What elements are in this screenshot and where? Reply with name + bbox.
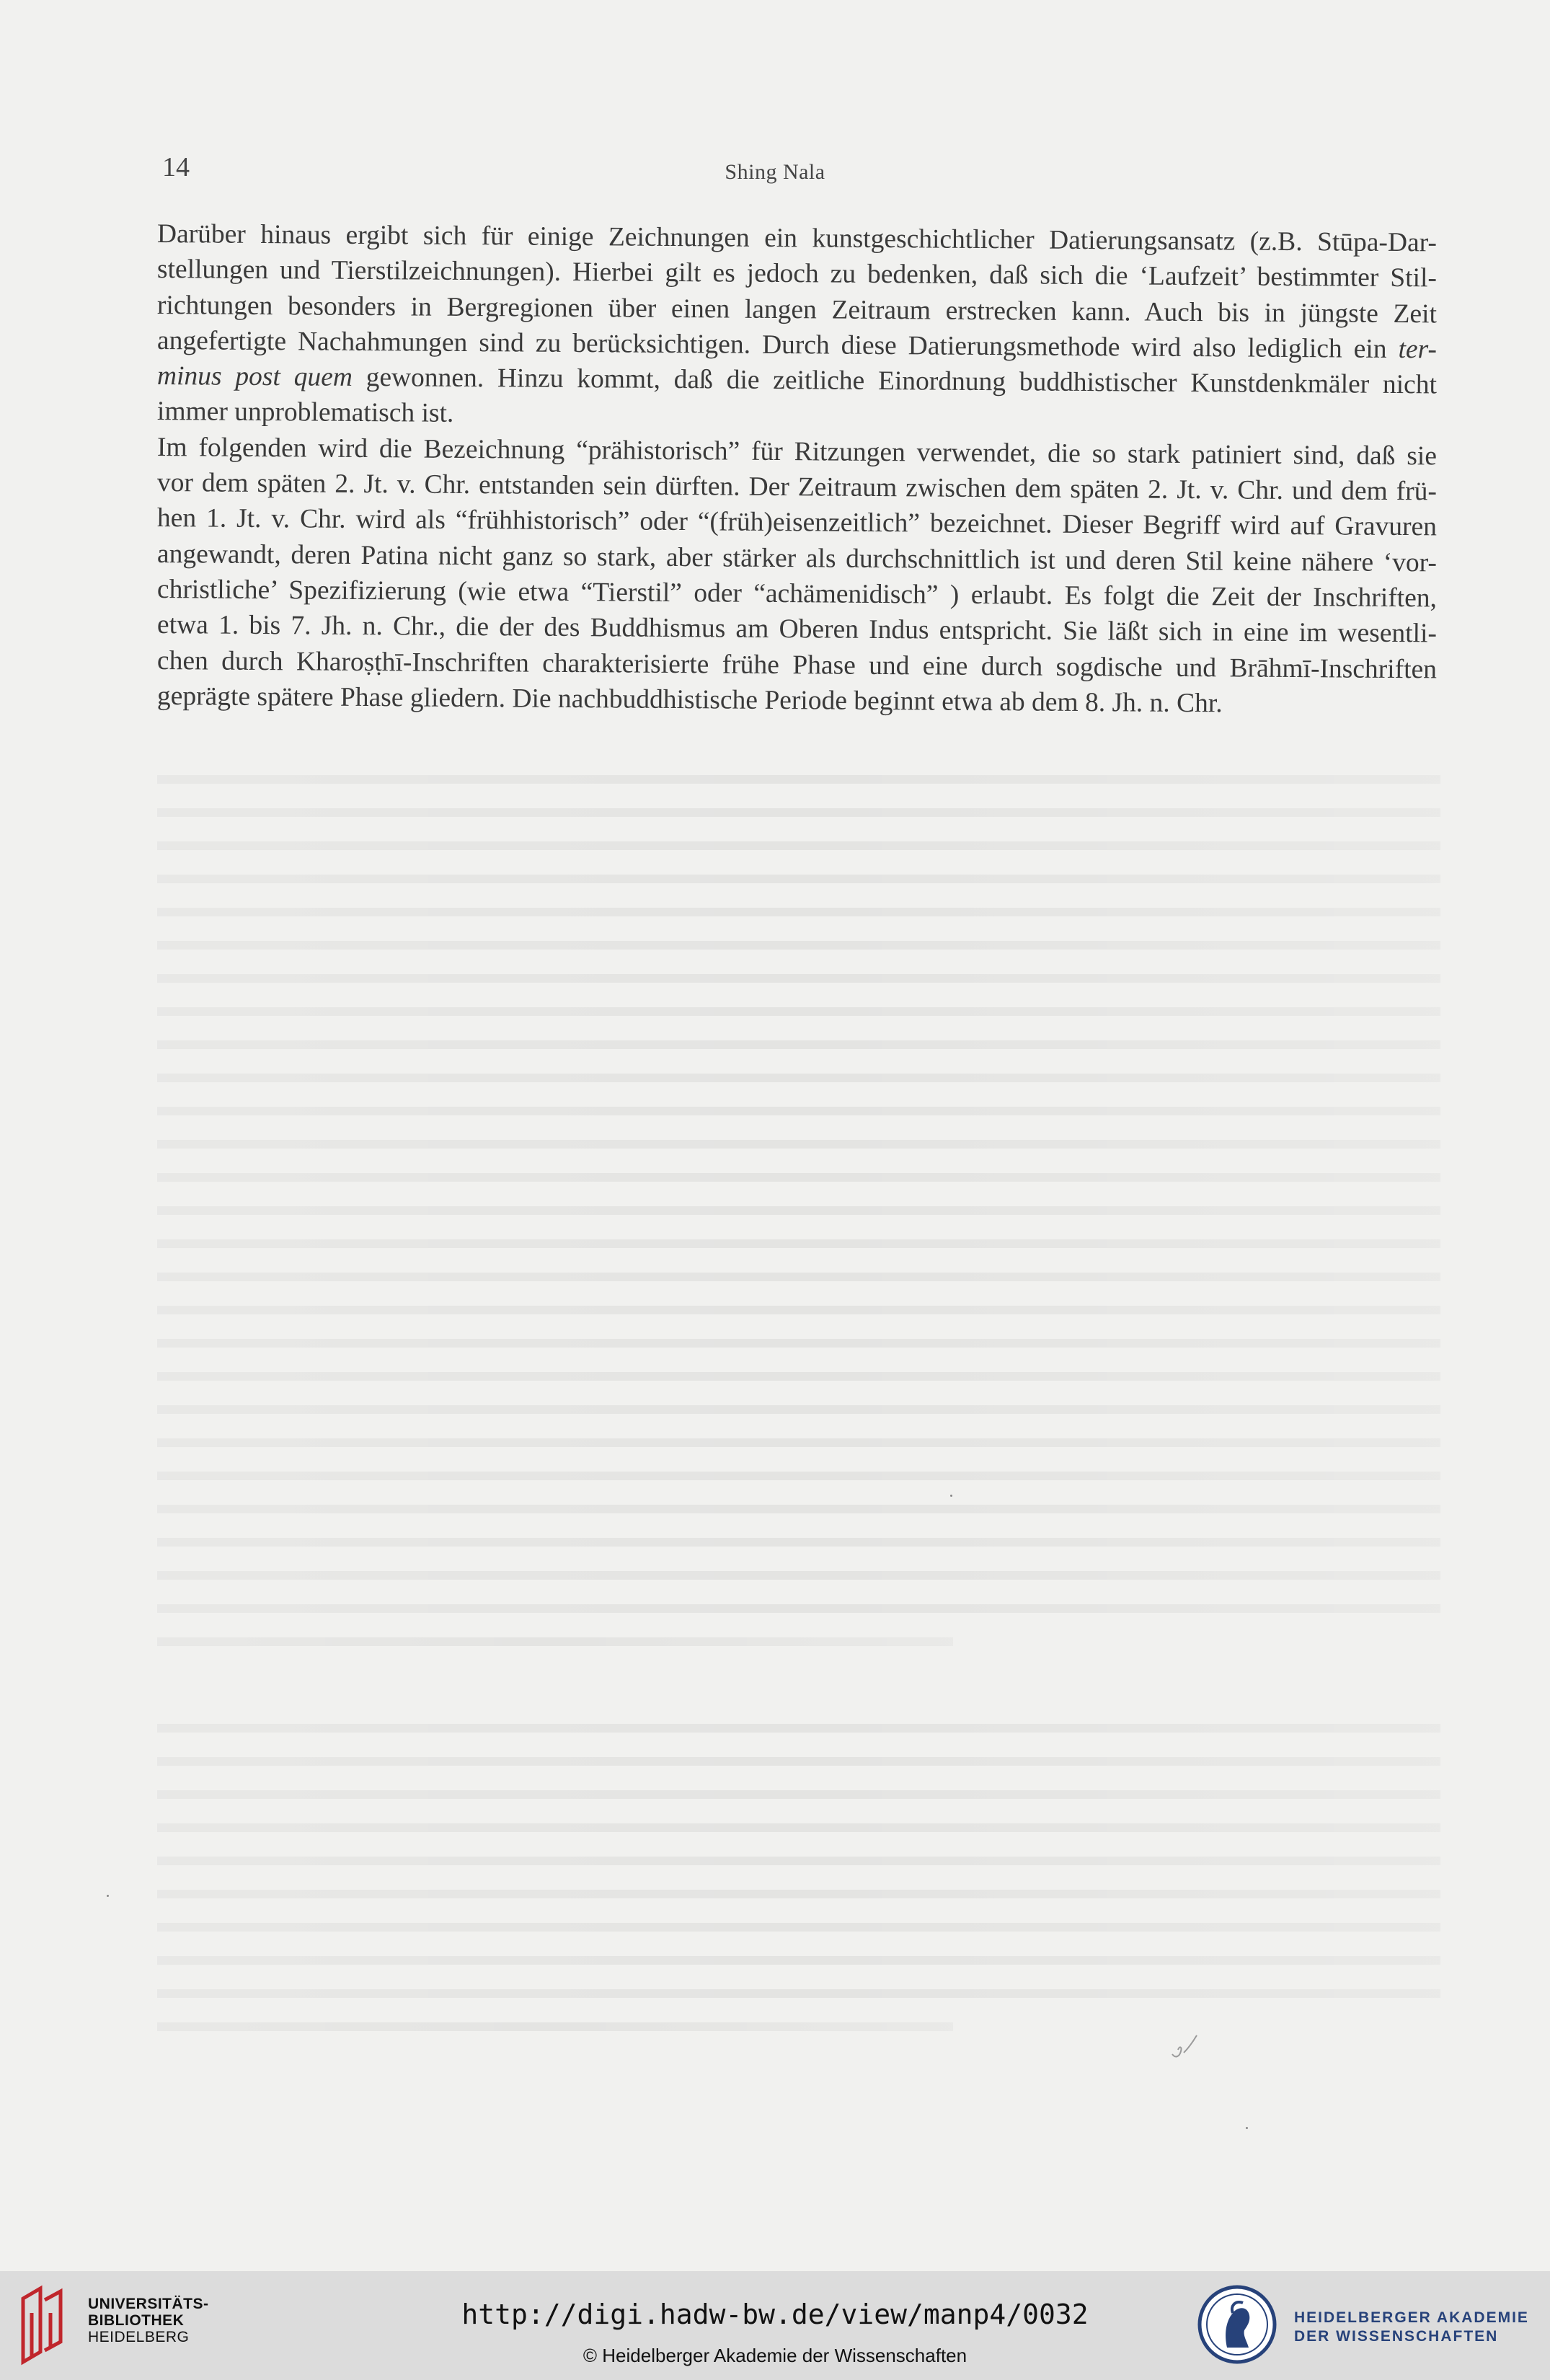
text-line: etwa 1. bis 7. Jh. n. Chr., die der des Buddhismus am Oberen Indus entspricht. Sie läßt sich in eine im wesentli- (156, 610, 1438, 649)
text-line: chen durch Kharoṣṭhī-Inschriften charakterisierte frühe Phase und eine durch sogdische und Brāhmī-Inschriften (156, 645, 1438, 684)
text-line: immer unproblematisch ist. (156, 397, 454, 429)
academy-seal-icon (1197, 2284, 1277, 2365)
page-number: 14 (162, 152, 190, 182)
pencil-mark-icon (1168, 2030, 1204, 2062)
bleed-through-text (157, 775, 1440, 1986)
text-line: vor dem späten 2. Jt. v. Chr. entstanden sein dürften. Der Zeitraum zwischen dem späten 2. Jt. v. Chr. und dem frü- (156, 468, 1438, 507)
text-segment: gewonnen. Hinzu kommt, daß die zeitliche Einordnung buddhistischer Kunstdenkmäler nicht (366, 363, 1438, 400)
text-line: christliche’ Spezifizierung (wie etwa “Tierstil” oder “achämenidisch” ) erlaubt. Es folgt die Zeit der Inschriften, (156, 574, 1438, 614)
italic-term: ter- (1398, 334, 1438, 365)
speck (107, 1895, 109, 1897)
text-line: angewandt, deren Patina nicht ganz so stark, aber stärker als durchschnittlich ist und deren Stil keine nähere ‘vor- (156, 539, 1438, 578)
speck (950, 1495, 952, 1497)
library-name-line: BIBLIOTHEK (88, 2312, 185, 2329)
text-line: hen 1. Jt. v. Chr. wird als “frühhistorisch” oder “(früh)eisenzeitlich” bezeichnet. Dieser Begriff wird auf Gravuren (156, 503, 1438, 542)
text-line: richtungen besonders in Bergregionen über einen langen Zeitraum erstrecken kann. Auch bis in jüngste Zeit (156, 290, 1438, 329)
paragraph-dating-approach (157, 216, 1437, 430)
text-line: geprägte spätere Phase gliedern. Die nachbuddhistische Periode beginnt etwa ab dem 8. Jh. n. Chr. (156, 681, 1223, 719)
academy-name-line: HEIDELBERGER AKADEMIE (1294, 2309, 1529, 2326)
copyright-notice: © Heidelberger Akademie der Wissenschaften (583, 2345, 967, 2366)
text-segment: angefertigte Nachahmungen sind zu berücksichtigen. Durch diese Datierungsmethode wird also lediglich ein (156, 325, 1387, 364)
italic-term: minus post quem (156, 361, 353, 393)
text-line: stellungen und Tierstilzeichnungen). Hierbei gilt es jedoch zu bedenken, daß sich die ‘Laufzeit’ bestimmter Stil- (156, 255, 1438, 293)
body-text (156, 216, 1438, 719)
library-name-line: HEIDELBERG (88, 2329, 190, 2345)
academy-name-line: DER WISSENSCHAFTEN (1294, 2328, 1499, 2345)
footer-bar (0, 2271, 1550, 2380)
speck (1246, 2127, 1248, 2129)
text-line: Im folgenden wird die Bezeichnung “prähistorisch” für Ritzungen verwendet, die so stark patiniert sind, daß sie (156, 432, 1438, 472)
running-head: Shing Nala (725, 160, 825, 184)
academy-name (1294, 2309, 1529, 2346)
text-line: Darüber hinaus ergibt sich für einige Zeichnungen ein kunstgeschichtlicher Datierungsansatz (z.B. Stūpa-Dar- (156, 219, 1438, 258)
permalink-url[interactable]: http://digi.hadw-bw.de/view/manp4/0032 (461, 2299, 1089, 2330)
library-name-line: UNIVERSITÄTS- (88, 2296, 209, 2312)
paragraph-periodization (156, 430, 1438, 719)
